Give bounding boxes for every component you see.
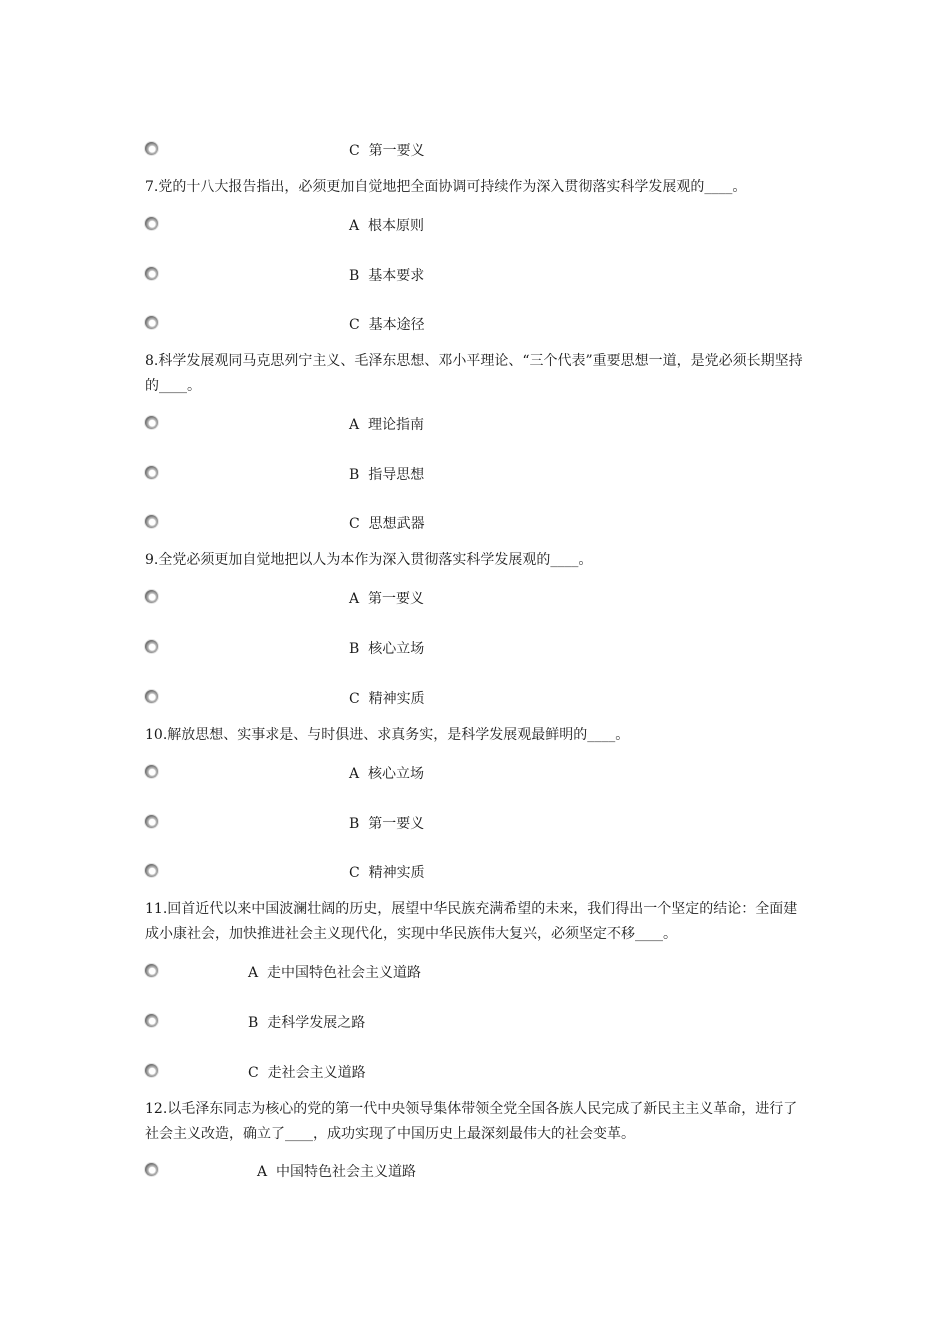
radio-button-icon[interactable] bbox=[145, 815, 158, 828]
radio-button-icon[interactable] bbox=[145, 217, 158, 230]
radio-button-icon[interactable] bbox=[145, 267, 158, 280]
radio-button-icon[interactable] bbox=[145, 466, 158, 479]
option-label: B 走科学发展之路 bbox=[248, 1015, 366, 1031]
option-label: A 第一要义 bbox=[349, 591, 425, 607]
radio-button-icon[interactable] bbox=[145, 640, 158, 653]
radio-button-icon[interactable] bbox=[145, 765, 158, 778]
option-label: A 中国特色社会主义道路 bbox=[257, 1164, 417, 1180]
option-label: A 根本原则 bbox=[349, 218, 425, 234]
radio-button-icon[interactable] bbox=[145, 1014, 158, 1027]
radio-button-icon[interactable] bbox=[145, 416, 158, 429]
question-10: 10.解放思想、实事求是、与时俱进、求真务实，是科学发展观最鲜明的____。 bbox=[145, 727, 630, 743]
radio-button-icon[interactable] bbox=[145, 515, 158, 528]
option-label: A 走中国特色社会主义道路 bbox=[248, 965, 422, 981]
option-label: C 基本途径 bbox=[349, 317, 425, 333]
radio-button-icon[interactable] bbox=[145, 964, 158, 977]
option-label: C 精神实质 bbox=[349, 691, 425, 707]
option-label: C 思想武器 bbox=[349, 516, 425, 532]
option-label: A 理论指南 bbox=[349, 417, 425, 433]
radio-button-icon[interactable] bbox=[145, 1064, 158, 1077]
question-7: 7.党的十八大报告指出，必须更加自觉地把全面协调可持续作为深入贯彻落实科学发展观的____。 bbox=[145, 179, 747, 195]
radio-button-icon[interactable] bbox=[145, 1163, 158, 1176]
option-label: C 走社会主义道路 bbox=[248, 1065, 366, 1081]
radio-button-icon[interactable] bbox=[145, 690, 158, 703]
question-8: 8.科学发展观同马克思列宁主义、毛泽东思想、邓小平理论、“三个代表”重要思想一道，是党必须长期坚持的____。 bbox=[145, 353, 803, 394]
option-label: C 第一要义 bbox=[349, 143, 425, 159]
question-12: 12.以毛泽东同志为核心的党的第一代中央领导集体带领全党全国各族人民完成了新民主主义革命，进行了社会主义改造，确立了____，成功实现了中国历史上最深刻最伟大的社会变革。 bbox=[145, 1101, 798, 1142]
option-label: B 指导思想 bbox=[349, 467, 425, 483]
option-label: B 第一要义 bbox=[349, 816, 425, 832]
radio-button-icon[interactable] bbox=[145, 142, 158, 155]
radio-button-icon[interactable] bbox=[145, 864, 158, 877]
question-11: 11.回首近代以来中国波澜壮阔的历史，展望中华民族充满希望的未来，我们得出一个坚定的结论：全面建成小康社会，加快推进社会主义现代化，实现中华民族伟大复兴，必须坚定不移____。 bbox=[145, 901, 798, 942]
option-label: C 精神实质 bbox=[349, 865, 425, 881]
question-9: 9.全党必须更加自觉地把以人为本作为深入贯彻落实科学发展观的____。 bbox=[145, 552, 593, 568]
radio-button-icon[interactable] bbox=[145, 590, 158, 603]
option-label: A 核心立场 bbox=[349, 766, 425, 782]
radio-button-icon[interactable] bbox=[145, 316, 158, 329]
option-label: B 核心立场 bbox=[349, 641, 425, 657]
option-label: B 基本要求 bbox=[349, 268, 425, 284]
